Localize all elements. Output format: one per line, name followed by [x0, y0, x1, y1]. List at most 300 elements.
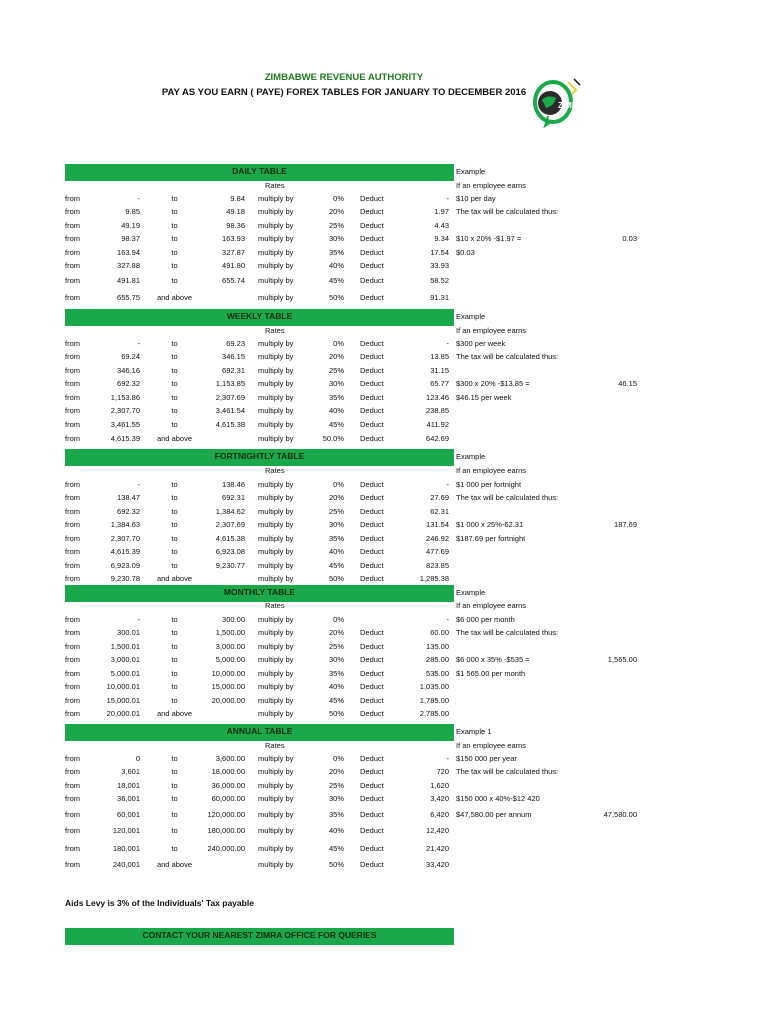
upper-bound: 655.74	[222, 276, 245, 285]
to-label: to	[171, 561, 178, 570]
deduct-label: Deduct	[360, 493, 384, 502]
multiply-label: multiply by	[258, 434, 294, 443]
upper-bound: 18,000.00	[211, 767, 245, 776]
deduct-label: Deduct	[360, 248, 384, 257]
table-row	[0, 753, 768, 765]
rates-row	[0, 600, 768, 612]
deduct-label: Deduct	[360, 696, 384, 705]
multiply-label: multiply by	[258, 248, 294, 257]
lower-bound: -	[137, 194, 140, 203]
table-row	[0, 193, 768, 205]
from-label: from	[65, 860, 80, 869]
deduct-label: Deduct	[360, 261, 384, 270]
deduct-label: Deduct	[360, 561, 384, 570]
tax-rate: 50%	[328, 860, 344, 869]
table-title-bar: DAILY TABLE	[65, 164, 454, 181]
multiply-label: multiply by	[258, 420, 294, 429]
table-row	[0, 260, 768, 272]
multiply-label: multiply by	[258, 379, 294, 388]
example-intro: If an employee earns	[456, 326, 527, 335]
deduct-label: Deduct	[360, 420, 384, 429]
table-title-bar: WEEKLY TABLE	[65, 309, 454, 326]
deduct-label: Deduct	[360, 669, 384, 678]
example-title	[0, 587, 768, 599]
tax-rate: 0%	[333, 339, 344, 348]
tax-rate: 30%	[328, 379, 344, 388]
rates-label: Rates	[265, 466, 285, 475]
lower-bound: 36,001	[117, 794, 140, 803]
upper-bound: 240,000.00	[207, 844, 245, 853]
tax-rate: 35%	[328, 534, 344, 543]
tax-rate: 20%	[328, 767, 344, 776]
example-result: 1,565.00	[607, 655, 637, 664]
deduct-amount: 477.69	[426, 547, 449, 556]
tax-rate: 30%	[328, 655, 344, 664]
upper-bound: 9,230.77	[215, 561, 245, 570]
example-line: $187.69 per fortnight	[456, 534, 526, 543]
table-title-bar: MONTHLY TABLE	[65, 585, 454, 602]
upper-bound: 3,600.00	[215, 754, 245, 763]
from-label: from	[65, 480, 80, 489]
from-label: from	[65, 276, 80, 285]
table-row	[0, 419, 768, 431]
multiply-label: multiply by	[258, 574, 294, 583]
table-row	[0, 825, 768, 837]
table-row	[0, 492, 768, 504]
deduct-label: Deduct	[360, 534, 384, 543]
deduct-label: Deduct	[360, 709, 384, 718]
lower-bound: 98.37	[121, 234, 140, 243]
example-result: 187.69	[614, 520, 637, 529]
deduct-label: Deduct	[360, 393, 384, 402]
deduct-label: Deduct	[360, 655, 384, 664]
deduct-label: Deduct	[360, 520, 384, 529]
deduct-label: Deduct	[360, 379, 384, 388]
to-label: to	[171, 493, 178, 502]
table-row	[0, 378, 768, 390]
multiply-label: multiply by	[258, 696, 294, 705]
to-label: to	[171, 366, 178, 375]
upper-bound: 4,615.38	[215, 420, 245, 429]
example-heading: Example	[456, 167, 486, 176]
tax-rate: 40%	[328, 406, 344, 415]
from-label: from	[65, 642, 80, 651]
tax-rate: 45%	[328, 696, 344, 705]
multiply-label: multiply by	[258, 194, 294, 203]
multiply-label: multiply by	[258, 234, 294, 243]
tax-rate: 0%	[333, 194, 344, 203]
to-label: to	[171, 406, 178, 415]
to-label: to	[171, 261, 178, 270]
deduct-label: Deduct	[360, 860, 384, 869]
deduct-label: Deduct	[360, 754, 384, 763]
example-heading: Example	[456, 312, 486, 321]
multiply-label: multiply by	[258, 352, 294, 361]
deduct-amount: 823.85	[426, 561, 449, 570]
tax-rate: 30%	[328, 794, 344, 803]
lower-bound: 138.47	[117, 493, 140, 502]
deduct-amount: 21,420	[426, 844, 449, 853]
table-row	[0, 338, 768, 350]
deduct-label: Deduct	[360, 767, 384, 776]
tax-rate: 20%	[328, 628, 344, 637]
example-line: $1 565.00 per month	[456, 669, 526, 678]
table-row	[0, 206, 768, 218]
deduct-amount: 131.54	[426, 520, 449, 529]
upper-bound: 6,923.08	[215, 547, 245, 556]
tax-rate: 30%	[328, 234, 344, 243]
deduct-label: Deduct	[360, 352, 384, 361]
lower-bound: 692.32	[117, 379, 140, 388]
table-row	[0, 533, 768, 545]
from-label: from	[65, 547, 80, 556]
tax-rate: 45%	[328, 276, 344, 285]
tax-rate: 50%	[328, 709, 344, 718]
lower-bound: 15,000.01	[106, 696, 140, 705]
tax-rate: 25%	[328, 642, 344, 651]
tax-rate: 35%	[328, 810, 344, 819]
table-row	[0, 479, 768, 491]
to-label: and above	[156, 574, 193, 583]
table-row	[0, 793, 768, 805]
example-line: $46.15 per week	[456, 393, 512, 402]
table-row	[0, 654, 768, 666]
upper-bound: 692.31	[222, 366, 245, 375]
table-row	[0, 614, 768, 626]
deduct-amount: 720	[436, 767, 449, 776]
example-title	[0, 311, 768, 323]
to-label: to	[171, 781, 178, 790]
lower-bound: 4,615.39	[110, 434, 140, 443]
to-label: to	[171, 520, 178, 529]
deduct-label: Deduct	[360, 207, 384, 216]
multiply-label: multiply by	[258, 261, 294, 270]
lower-bound: 692.32	[117, 507, 140, 516]
rates-label: Rates	[265, 601, 285, 610]
example-heading: Example	[456, 588, 486, 597]
deduct-amount: -	[446, 194, 449, 203]
from-label: from	[65, 767, 80, 776]
from-label: from	[65, 221, 80, 230]
upper-bound: 2,307.69	[215, 393, 245, 402]
lower-bound: -	[137, 339, 140, 348]
deduct-label: Deduct	[360, 507, 384, 516]
to-label: to	[171, 696, 178, 705]
tax-rate: 20%	[328, 352, 344, 361]
lower-bound: 163.94	[117, 248, 140, 257]
lower-bound: 240,001	[112, 860, 140, 869]
upper-bound: 10,000.00	[211, 669, 245, 678]
table-row	[0, 220, 768, 232]
tax-rate: 20%	[328, 207, 344, 216]
to-label: and above	[156, 860, 193, 869]
deduct-label: Deduct	[360, 794, 384, 803]
from-label: from	[65, 754, 80, 763]
multiply-label: multiply by	[258, 844, 294, 853]
deduct-amount: -	[446, 754, 449, 763]
deduct-amount: 62.31	[430, 507, 449, 516]
multiply-label: multiply by	[258, 682, 294, 691]
from-label: from	[65, 194, 80, 203]
document-title: PAY AS YOU EARN ( PAYE) FOREX TABLES FOR JANUARY TO DECEMBER 2016	[161, 87, 527, 98]
lower-bound: 3,461.55	[110, 420, 140, 429]
lower-bound: 300.01	[117, 628, 140, 637]
deduct-amount: 1,785.00	[419, 696, 449, 705]
from-label: from	[65, 234, 80, 243]
upper-bound: 138.46	[222, 480, 245, 489]
table-row	[0, 859, 768, 871]
deduct-label: Deduct	[360, 366, 384, 375]
to-label: to	[171, 547, 178, 556]
lower-bound: 69.24	[121, 352, 140, 361]
upper-bound: 1,153.85	[215, 379, 245, 388]
lower-bound: 1,153.86	[110, 393, 140, 402]
deduct-amount: 27.69	[430, 493, 449, 502]
multiply-label: multiply by	[258, 221, 294, 230]
to-label: to	[171, 393, 178, 402]
upper-bound: 163.93	[222, 234, 245, 243]
deduct-amount: -	[446, 615, 449, 624]
deduct-amount: -	[446, 339, 449, 348]
to-label: to	[171, 207, 178, 216]
lower-bound: 9,230.78	[110, 574, 140, 583]
example-title	[0, 166, 768, 178]
upper-bound: 491.80	[222, 261, 245, 270]
example-line: The tax will be calculated thus:	[456, 207, 559, 216]
multiply-label: multiply by	[258, 810, 294, 819]
example-result: 46.15	[618, 379, 637, 388]
deduct-amount: 31.15	[430, 366, 449, 375]
multiply-label: multiply by	[258, 207, 294, 216]
example-result: 47,580.00	[603, 810, 637, 819]
from-label: from	[65, 781, 80, 790]
deduct-label: Deduct	[360, 194, 384, 203]
tax-rate: 45%	[328, 420, 344, 429]
deduct-label: Deduct	[360, 406, 384, 415]
from-label: from	[65, 615, 80, 624]
example-intro: If an employee earns	[456, 181, 527, 190]
to-label: to	[171, 682, 178, 691]
lower-bound: 1,384.63	[110, 520, 140, 529]
multiply-label: multiply by	[258, 794, 294, 803]
deduct-label: Deduct	[360, 781, 384, 790]
to-label: to	[171, 248, 178, 257]
lower-bound: -	[137, 615, 140, 624]
example-line: $6 000 x 35% -$535 =	[456, 655, 530, 664]
example-line: $47,580.00 per annum	[456, 810, 532, 819]
organization-name: ZIMBABWE REVENUE AUTHORITY	[264, 72, 424, 83]
tax-rate: 25%	[328, 507, 344, 516]
multiply-label: multiply by	[258, 642, 294, 651]
deduct-amount: 411.92	[426, 420, 449, 429]
from-label: from	[65, 561, 80, 570]
table-row	[0, 275, 768, 287]
lower-bound: 0	[135, 754, 140, 763]
example-heading: Example	[456, 452, 486, 461]
from-label: from	[65, 507, 80, 516]
lower-bound: 4,615.39	[110, 547, 140, 556]
tax-rate: 30%	[328, 520, 344, 529]
deduct-label: Deduct	[360, 221, 384, 230]
table-row	[0, 233, 768, 245]
deduct-label: Deduct	[360, 682, 384, 691]
multiply-label: multiply by	[258, 781, 294, 790]
deduct-amount: -	[446, 480, 449, 489]
multiply-label: multiply by	[258, 709, 294, 718]
table-row	[0, 292, 768, 304]
deduct-amount: 9.34	[434, 234, 449, 243]
example-line: $10 x 20% -$1.97 =	[456, 234, 522, 243]
rates-row	[0, 325, 768, 337]
lower-bound: 9.85	[125, 207, 140, 216]
multiply-label: multiply by	[258, 826, 294, 835]
upper-bound: 3,000.00	[215, 642, 245, 651]
lower-bound: 6,923.09	[110, 561, 140, 570]
to-label: to	[171, 276, 178, 285]
example-result: 0.03	[622, 234, 637, 243]
from-label: from	[65, 406, 80, 415]
to-label: to	[171, 339, 178, 348]
table-row	[0, 708, 768, 720]
tax-rate: 45%	[328, 561, 344, 570]
upper-bound: 15,000.00	[211, 682, 245, 691]
deduct-label: Deduct	[360, 234, 384, 243]
deduct-amount: 123.46	[426, 393, 449, 402]
table-row	[0, 681, 768, 693]
table-title-bar: ANNUAL TABLE	[65, 724, 454, 741]
lower-bound: 2,307.70	[110, 534, 140, 543]
upper-bound: 49.18	[226, 207, 245, 216]
deduct-label: Deduct	[360, 434, 384, 443]
from-label: from	[65, 493, 80, 502]
table-row	[0, 506, 768, 518]
from-label: from	[65, 248, 80, 257]
deduct-amount: 6,420	[430, 810, 449, 819]
to-label: to	[171, 480, 178, 489]
multiply-label: multiply by	[258, 615, 294, 624]
tax-rate: 0%	[333, 754, 344, 763]
table-row	[0, 780, 768, 792]
upper-bound: 1,384.62	[215, 507, 245, 516]
to-label: to	[171, 844, 178, 853]
table-row	[0, 809, 768, 821]
from-label: from	[65, 261, 80, 270]
example-title	[0, 726, 768, 738]
from-label: from	[65, 709, 80, 718]
rates-label: Rates	[265, 741, 285, 750]
from-label: from	[65, 794, 80, 803]
aids-levy-note: Aids Levy is 3% of the Individuals' Tax payable	[65, 898, 254, 908]
multiply-label: multiply by	[258, 507, 294, 516]
tax-rate: 35%	[328, 669, 344, 678]
deduct-amount: 58.52	[430, 276, 449, 285]
from-label: from	[65, 669, 80, 678]
deduct-label: Deduct	[360, 642, 384, 651]
deduct-amount: 238.85	[426, 406, 449, 415]
upper-bound: 20,000.00	[211, 696, 245, 705]
from-label: from	[65, 379, 80, 388]
upper-bound: 346.15	[222, 352, 245, 361]
deduct-label: Deduct	[360, 826, 384, 835]
multiply-label: multiply by	[258, 669, 294, 678]
example-line: $0.03	[456, 248, 475, 257]
example-line: $300 per week	[456, 339, 506, 348]
deduct-amount: 33.93	[430, 261, 449, 270]
lower-bound: 491.81	[117, 276, 140, 285]
to-label: to	[171, 669, 178, 678]
deduct-amount: 13.85	[430, 352, 449, 361]
example-line: The tax will be calculated thus:	[456, 352, 559, 361]
lower-bound: 327.88	[117, 261, 140, 270]
lower-bound: 3,601	[121, 767, 140, 776]
rates-row	[0, 180, 768, 192]
from-label: from	[65, 420, 80, 429]
to-label: to	[171, 352, 178, 361]
from-label: from	[65, 534, 80, 543]
multiply-label: multiply by	[258, 561, 294, 570]
table-row	[0, 573, 768, 585]
deduct-amount: 91.31	[430, 293, 449, 302]
multiply-label: multiply by	[258, 767, 294, 776]
deduct-label: Deduct	[360, 339, 384, 348]
to-label: and above	[156, 709, 193, 718]
example-intro: If an employee earns	[456, 741, 527, 750]
from-label: from	[65, 655, 80, 664]
lower-bound: 2,307.70	[110, 406, 140, 415]
lower-bound: -	[137, 480, 140, 489]
to-label: and above	[156, 434, 193, 443]
from-label: from	[65, 352, 80, 361]
table-row	[0, 433, 768, 445]
table-row	[0, 641, 768, 653]
table-row	[0, 247, 768, 259]
to-label: to	[171, 615, 178, 624]
example-line: $150 000 x 40%-$12 420	[456, 794, 540, 803]
from-label: from	[65, 366, 80, 375]
from-label: from	[65, 682, 80, 691]
zimra-logo	[528, 76, 590, 128]
example-intro: If an employee earns	[456, 601, 527, 610]
upper-bound: 327.87	[222, 248, 245, 257]
example-line: $1 000 x 25%-62.31	[456, 520, 524, 529]
table-row	[0, 392, 768, 404]
lower-bound: 346.16	[117, 366, 140, 375]
deduct-label: Deduct	[360, 574, 384, 583]
deduct-amount: 65.77	[430, 379, 449, 388]
table-row	[0, 519, 768, 531]
multiply-label: multiply by	[258, 520, 294, 529]
to-label: and above	[156, 293, 193, 302]
lower-bound: 10,000.01	[106, 682, 140, 691]
contact-banner: CONTACT YOUR NEAREST ZIMRA OFFICE FOR QUERIES	[65, 928, 454, 945]
rates-label: Rates	[265, 181, 285, 190]
deduct-label: Deduct	[360, 293, 384, 302]
example-line: $300 x 20% -$13.85 =	[456, 379, 530, 388]
to-label: to	[171, 534, 178, 543]
deduct-label: Deduct	[360, 276, 384, 285]
upper-bound: 5,000.00	[215, 655, 245, 664]
tax-rate: 45%	[328, 844, 344, 853]
multiply-label: multiply by	[258, 655, 294, 664]
logo-text: ZIMRA	[558, 101, 584, 110]
deduct-amount: 33,420	[426, 860, 449, 869]
deduct-amount: 535.00	[426, 669, 449, 678]
example-line: $6 000 per month	[456, 615, 515, 624]
tax-rate: 40%	[328, 682, 344, 691]
multiply-label: multiply by	[258, 534, 294, 543]
deduct-amount: 60.00	[430, 628, 449, 637]
tax-rate: 25%	[328, 366, 344, 375]
